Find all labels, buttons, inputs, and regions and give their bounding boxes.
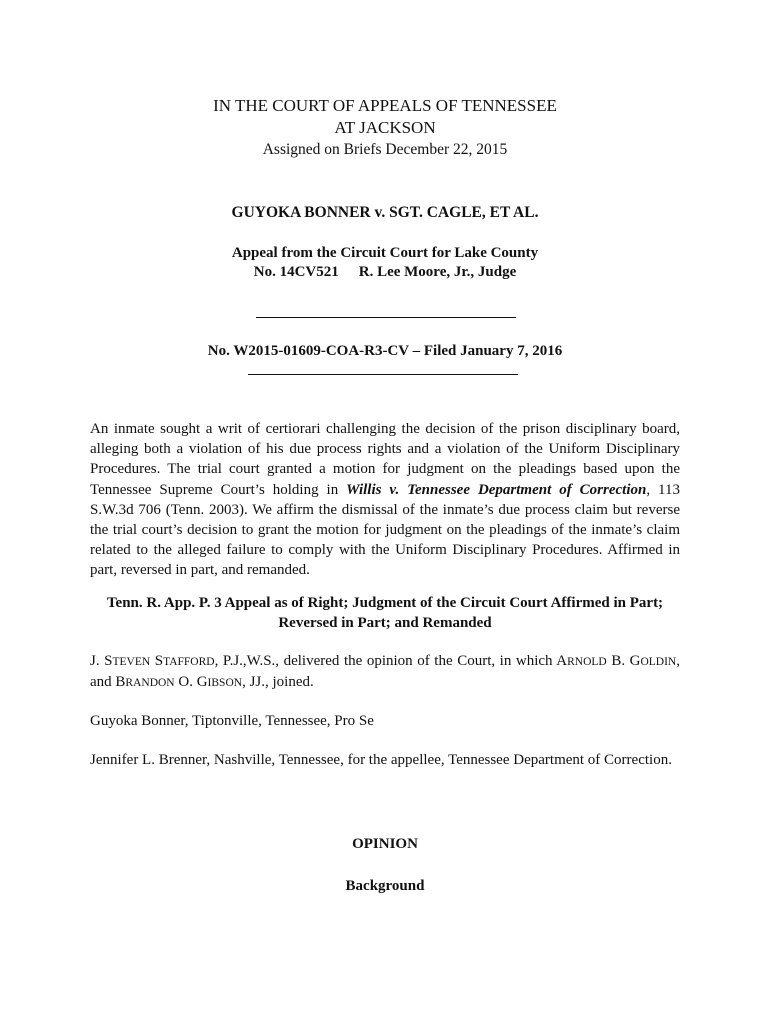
author-text: , P.J.,W.S., delivered the opinion of the Court, in which A [214, 653, 568, 669]
appeal-info [0, 244, 770, 282]
trial-judge: R. Lee Moore, Jr., Judge [358, 264, 517, 280]
author-smallcaps: IBSON [207, 677, 243, 690]
authorship-line [90, 651, 680, 693]
abstract-text-2: , 113 S.W.3d 706 (Tenn. 2003). We affirm the dismissal of the inmate’s due process claim but reverse the trial court’s decision to grant the motion for judgment on the pleadings of the inmate’s claim related to the alleged failure to comply with the Uniform Disciplinary Procedures. Affirmed in part, reversed in part, and remanded. [90, 481, 680, 579]
background-heading: Background [345, 878, 425, 894]
author-text: , and B [90, 653, 680, 691]
court-location: AT JACKSON [334, 118, 436, 137]
opinion-heading: OPINION [352, 836, 418, 852]
author-text: , JJ., joined. [242, 674, 314, 691]
author-text: J. S [90, 653, 113, 669]
appeal-docket-line [0, 263, 770, 282]
author-smallcaps: TEVEN [112, 656, 151, 668]
divider-bottom [248, 374, 518, 375]
author-smallcaps: TAFFORD [163, 656, 215, 668]
disposition: Tenn. R. App. P. 3 Appeal as of Right; Judgment of the Circuit Court Affirmed in Part; Reversed in Part; and Remanded [106, 595, 664, 631]
appeal-origin: Appeal from the Circuit Court for Lake County [231, 245, 539, 261]
divider-top [256, 317, 516, 318]
court-name: IN THE COURT OF APPEALS OF TENNESSEE [213, 96, 557, 115]
assigned-date: Assigned on Briefs December 22, 2015 [262, 141, 508, 158]
author-smallcaps: RNOLD [567, 656, 607, 668]
author-text: S [150, 653, 164, 669]
author-text: O. G [174, 674, 208, 691]
filing-line: No. W2015-01609-COA-R3-CV – Filed January 7, 2016 [207, 343, 563, 359]
author-smallcaps: OLDIN [640, 656, 677, 668]
appellant-counsel: Guyoka Bonner, Tiptonville, Tennessee, Pro Se [90, 713, 374, 729]
court-header [0, 95, 770, 160]
case-abstract [90, 419, 680, 581]
abstract-text-1: An inmate sought a writ of certiorari challenging the decision of the prison disciplinary board, alleging both a violation of his due process rights and a violation of the Uniform Disciplinary Procedures. The trial court granted a motion for judgment on the pleadings based upon the Tennessee Supreme Court’s holding in [90, 421, 680, 498]
author-text: B. G [606, 653, 641, 669]
case-caption: GUYOKA BONNER v. SGT. CAGLE, ET AL. [231, 204, 539, 221]
cited-case: Willis v. Tennessee Department of Correction [346, 481, 647, 498]
trial-docket-number: No. 14CV521 [253, 264, 339, 280]
author-smallcaps: RANDON [125, 677, 175, 690]
appellee-counsel: Jennifer L. Brenner, Nashville, Tennessee, for the appellee, Tennessee Department of Correction. [90, 752, 672, 768]
